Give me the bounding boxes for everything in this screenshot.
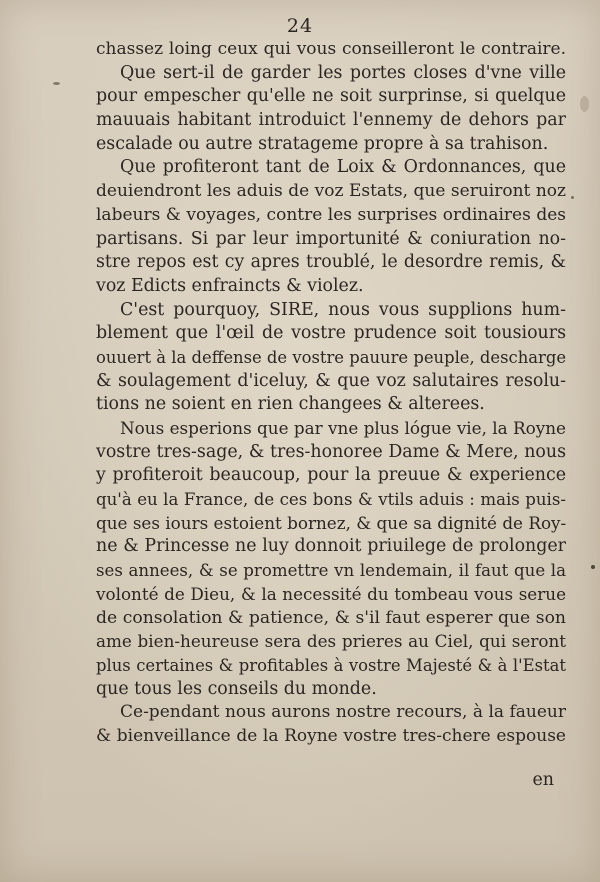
text-line: blement que l'œil de vostre prudence soit tousiours bbox=[96, 323, 566, 344]
catchword: en bbox=[532, 770, 554, 790]
text-line: ouuert à la deffense de vostre pauure peuple, descharge bbox=[96, 347, 567, 367]
ink-blot bbox=[580, 96, 589, 112]
body-text bbox=[96, 38, 566, 749]
text-line: chassez loing ceux qui vous conseilleront le contraire. bbox=[96, 39, 566, 59]
text-line: & soulagement d'iceluy, & que voz salutaires resolu- bbox=[96, 370, 566, 391]
text-line: ame bien-heureuse sera des prieres au Ciel, qui seront bbox=[96, 631, 566, 652]
text-line: deuiendront les aduis de voz Estats, que seruiront noz bbox=[96, 181, 566, 202]
text-line: que ses iours estoient bornez, & que sa dignité de Roy- bbox=[96, 512, 567, 533]
ink-mark bbox=[53, 82, 60, 85]
page-number: 24 bbox=[286, 15, 314, 37]
ink-dot bbox=[591, 565, 595, 569]
text-line: qu'à eu la France, de ces bons & vtils aduis : mais puis- bbox=[96, 490, 566, 510]
text-line: plus certaines & profitables à vostre Majesté & à l'Estat bbox=[96, 655, 566, 675]
text-line: escalade ou autre stratageme propre à sa trahison. bbox=[96, 133, 549, 154]
text-line: Ce-pendant nous aurons nostre recours, à la faueur bbox=[120, 702, 566, 723]
text-line: ses annees, & se promettre vn lendemain, il faut que la bbox=[96, 561, 566, 581]
text-line: Que profiteront tant de Loix & Ordonnances, que bbox=[120, 157, 566, 178]
text-line: mauuais habitant introduict l'ennemy de dehors par bbox=[96, 110, 566, 131]
text-line: C'est pourquoy, SIRE, nous vous supplions hum- bbox=[120, 299, 566, 320]
text-line: de consolation & patience, & s'il faut esperer que son bbox=[96, 607, 566, 628]
text-line: Que sert-il de garder les portes closes d'vne ville bbox=[120, 62, 566, 83]
text-line: & bienveillance de la Royne vostre tres-chere espouse bbox=[96, 725, 566, 746]
text-line: stre repos est cy apres troublé, le desordre remis, & bbox=[96, 252, 566, 273]
text-line: tions ne soient en rien changees & alterees. bbox=[96, 394, 485, 415]
text-line: voz Edicts enfraincts & violez. bbox=[96, 275, 364, 296]
text-line: vostre tres-sage, & tres-honoree Dame & Mere, nous bbox=[96, 441, 566, 462]
text-line: partisans. Si par leur importunité & coniuration no- bbox=[96, 228, 566, 249]
text-line: Nous esperions que par vne plus lógue vie, la Royne bbox=[120, 418, 566, 438]
text-line: ne & Princesse ne luy donnoit priuilege de prolonger bbox=[96, 536, 566, 557]
text-line: pour empescher qu'elle ne soit surprinse, si quelque bbox=[96, 86, 566, 107]
ink-dot bbox=[571, 196, 574, 199]
text-line: que tous les conseils du monde. bbox=[96, 678, 377, 699]
text-line: volonté de Dieu, & la necessité du tombeau vous serue bbox=[96, 583, 566, 604]
text-line: y profiteroit beaucoup, pour la preuue & experience bbox=[96, 465, 566, 486]
text-line: labeurs & voyages, contre les surprises ordinaires des bbox=[96, 204, 566, 225]
